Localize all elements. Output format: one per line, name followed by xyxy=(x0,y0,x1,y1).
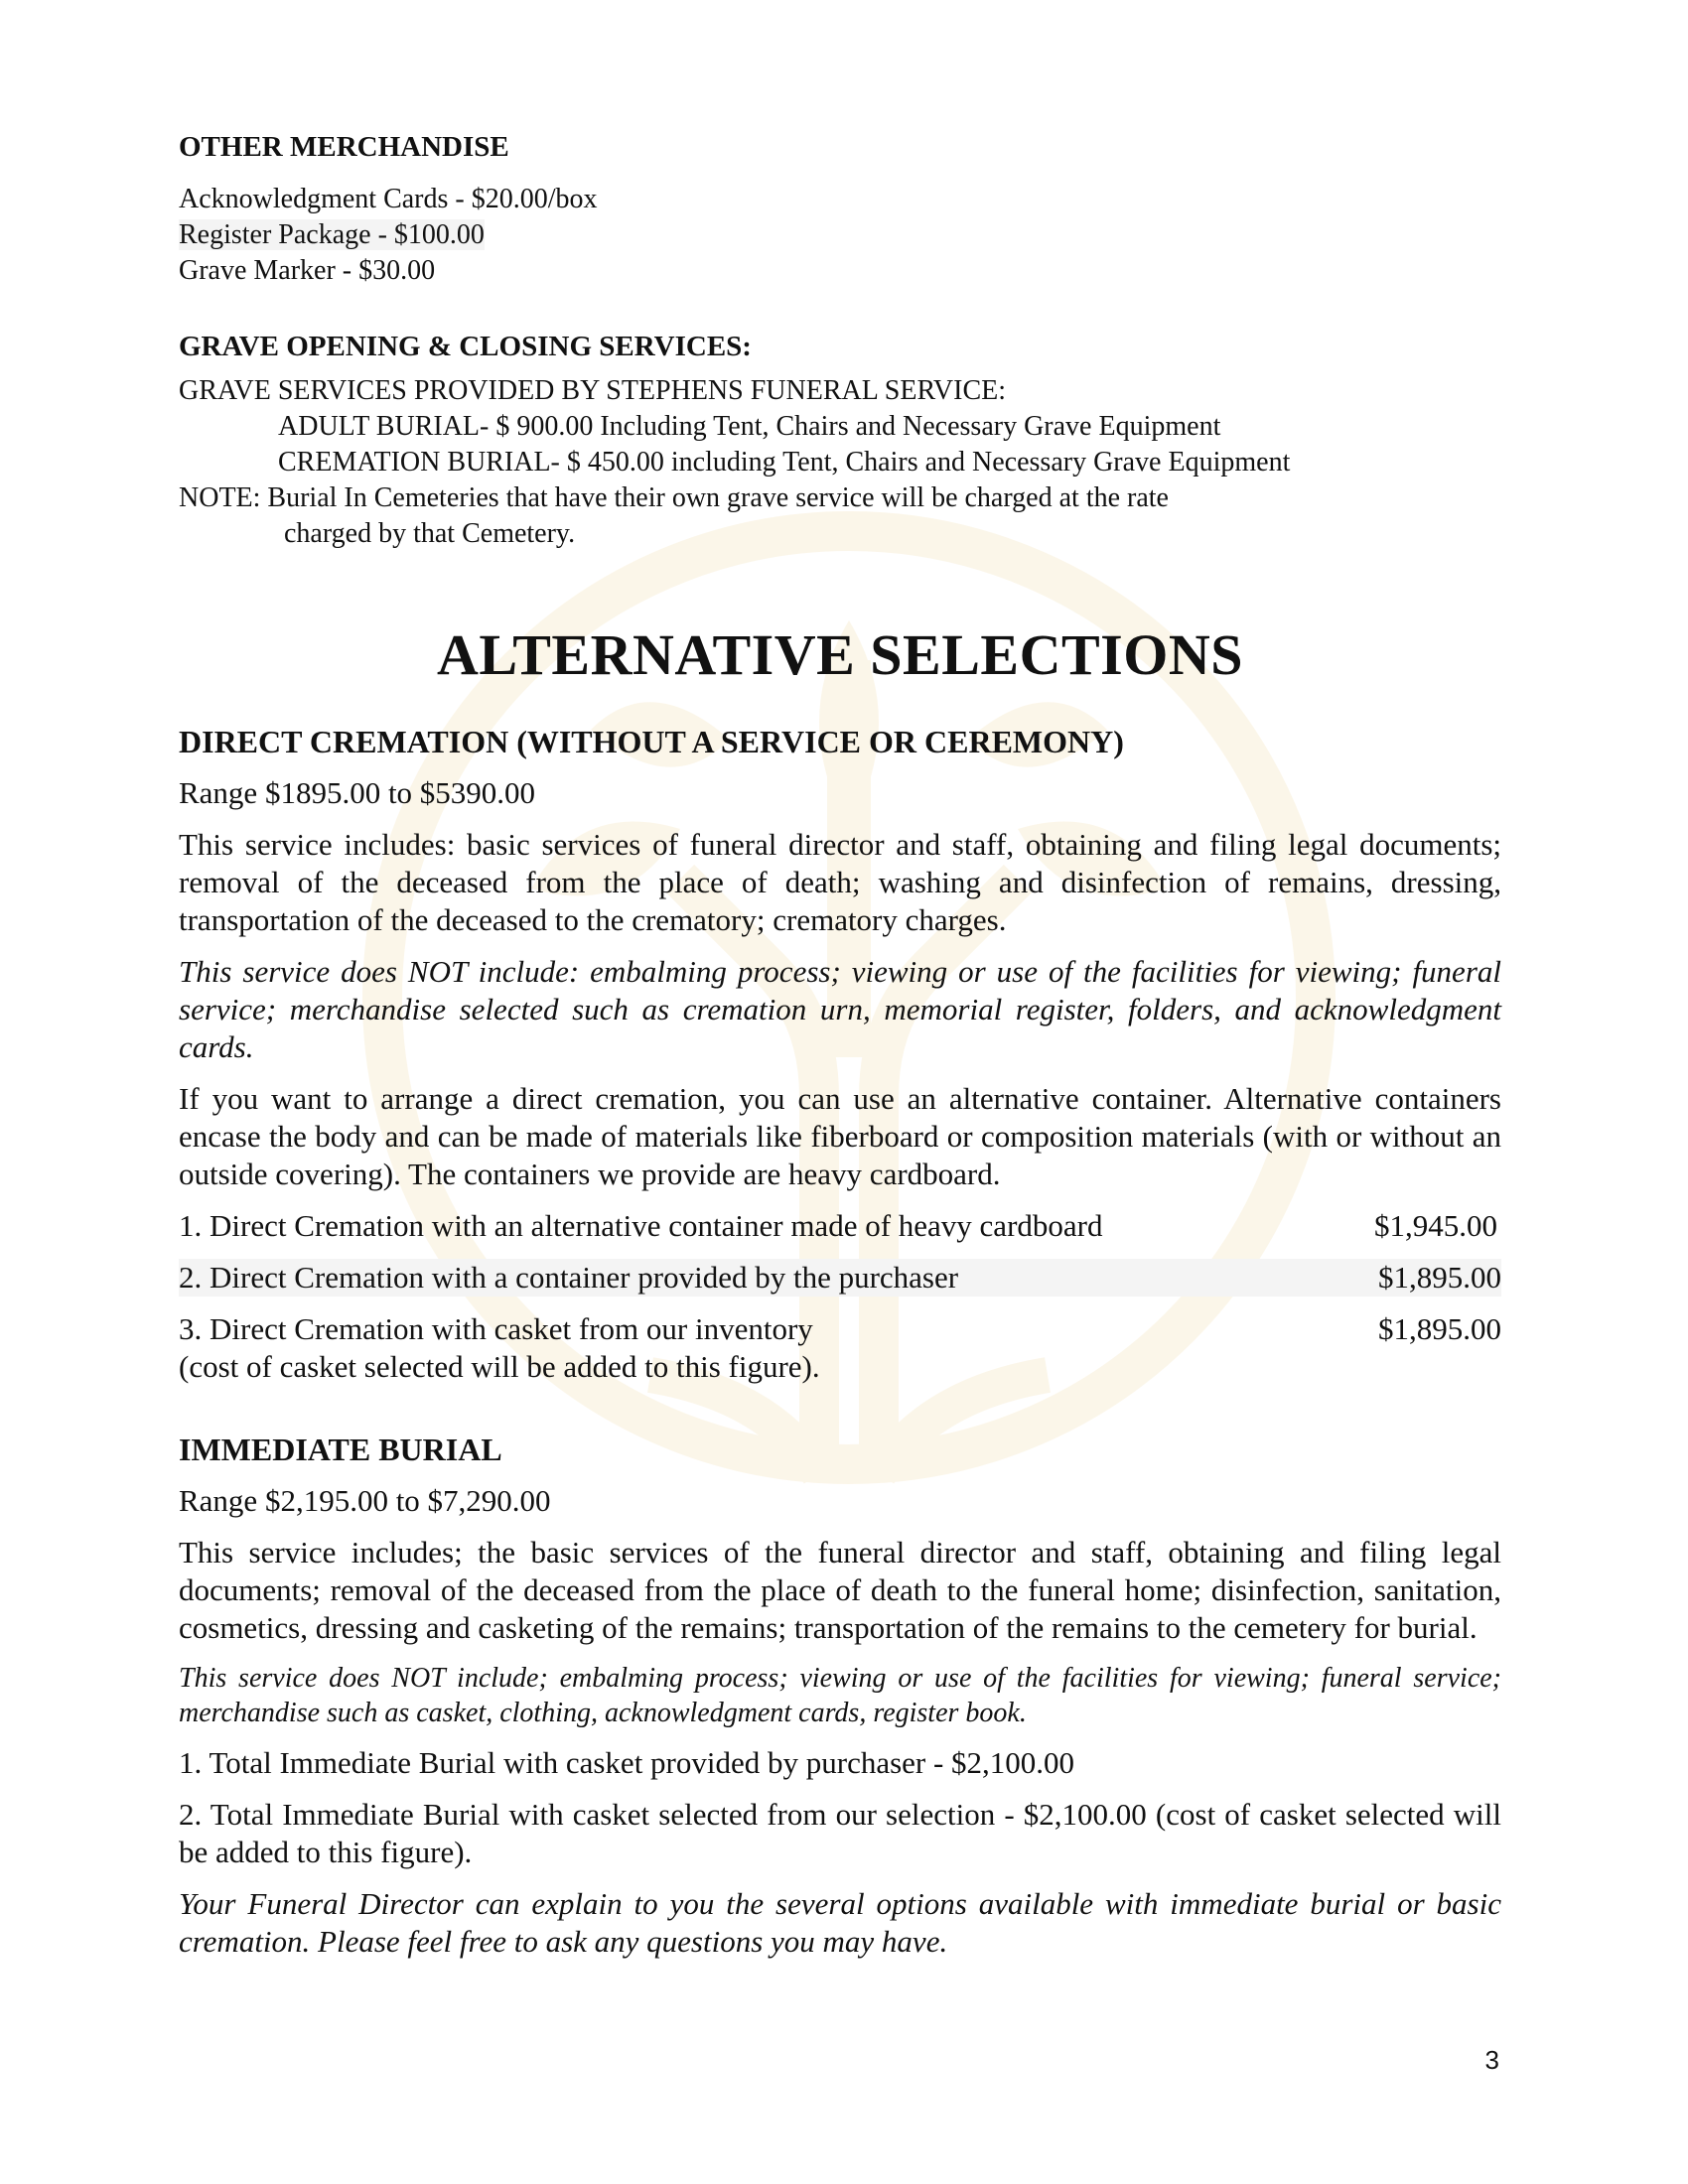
cremation-option-2-price: $1,895.00 xyxy=(1378,1260,1501,1295)
page-number: 3 xyxy=(1484,2045,1499,2075)
grave-provider-line: GRAVE SERVICES PROVIDED BY STEPHENS FUNERAL SERVICE: xyxy=(179,375,1007,406)
cremation-option-2 xyxy=(179,1259,1501,1297)
immediate-burial-excludes: This service does NOT include; embalming process; viewing or use of the facilities for viewing; funeral service; merchandise such as casket, clothing, acknowledgment cards, register book. xyxy=(179,1663,1501,1728)
adult-burial-line: ADULT BURIAL- $ 900.00 Including Tent, Chairs and Necessary Grave Equipment xyxy=(278,411,1221,442)
cremation-option-1 xyxy=(179,1207,1501,1245)
cremation-burial-line: CREMATION BURIAL- $ 450.00 including Tent, Chairs and Necessary Grave Equipment xyxy=(278,447,1291,478)
grave-services-heading: GRAVE OPENING & CLOSING SERVICES: xyxy=(179,331,752,362)
direct-cremation-container-info: If you want to arrange a direct cremation, you can use an alternative container. Alternative containers encase the body and can be made of materials like fiberboard or composition materials (with or without an outside covering). The containers we provide are heavy cardboard. xyxy=(179,1081,1501,1191)
merch-item-1: Acknowledgment Cards - $20.00/box xyxy=(179,184,598,214)
cremation-option-3-label: 3. Direct Cremation with casket from our inventory xyxy=(179,1311,813,1346)
merch-item-3: Grave Marker - $30.00 xyxy=(179,255,436,286)
immediate-burial-closing: Your Funeral Director can explain to you the several options available with immediate burial or basic cremation. Please feel free to ask any questions you may have. xyxy=(179,1886,1501,1959)
alternative-selections-title: ALTERNATIVE SELECTIONS xyxy=(436,622,1243,687)
direct-cremation-includes: This service includes: basic services of funeral director and staff, obtaining and filing legal documents; removal of the deceased from the place of death; washing and disinfection of remains, dressing, transportation of the deceased to the crematory; crematory charges. xyxy=(179,827,1501,937)
cremation-option-1-label: 1. Direct Cremation with an alternative container made of heavy cardboard xyxy=(179,1208,1103,1243)
document-page xyxy=(179,131,1501,1961)
immediate-burial-option-1: 1. Total Immediate Burial with casket provided by purchaser - $2,100.00 xyxy=(179,1745,1075,1780)
cremation-option-3-price: $1,895.00 xyxy=(1378,1311,1501,1346)
immediate-burial-option-2: 2. Total Immediate Burial with casket selected from our selection - $2,100.00 (cost of casket selected will be added to this figure). xyxy=(179,1797,1501,1869)
immediate-burial-range: Range $2,195.00 to $7,290.00 xyxy=(179,1483,551,1518)
merch-item-2: Register Package - $100.00 xyxy=(179,219,485,250)
cremation-option-3-note: (cost of casket selected will be added to this figure). xyxy=(179,1349,820,1384)
cremation-option-2-label: 2. Direct Cremation with a container provided by the purchaser xyxy=(179,1260,959,1295)
cremation-option-3 xyxy=(179,1310,1501,1348)
grave-note-continued: charged by that Cemetery. xyxy=(284,518,576,549)
direct-cremation-heading: DIRECT CREMATION (WITHOUT A SERVICE OR CEREMONY) xyxy=(179,724,1124,759)
immediate-burial-includes: This service includes; the basic services of the funeral director and staff, obtaining and filing legal documents; removal of the deceased from the place of death to the funeral home; disinfection, sanitation, cosmetics, dressing and casketing of the remains; transportation of the remains to the cemetery for burial. xyxy=(179,1535,1501,1645)
immediate-burial-heading: IMMEDIATE BURIAL xyxy=(179,1432,502,1467)
cremation-option-1-price: $1,945.00 xyxy=(1374,1208,1497,1243)
other-merchandise-heading: OTHER MERCHANDISE xyxy=(179,131,509,163)
direct-cremation-range: Range $1895.00 to $5390.00 xyxy=(179,775,536,810)
direct-cremation-excludes: This service does NOT include: embalming process; viewing or use of the facilities for viewing; funeral service; merchandise selected such as cremation urn, memorial register, folders, and acknowledgment cards. xyxy=(179,954,1501,1064)
grave-note-line: NOTE: Burial In Cemeteries that have their own grave service will be charged at the rate xyxy=(179,482,1169,513)
